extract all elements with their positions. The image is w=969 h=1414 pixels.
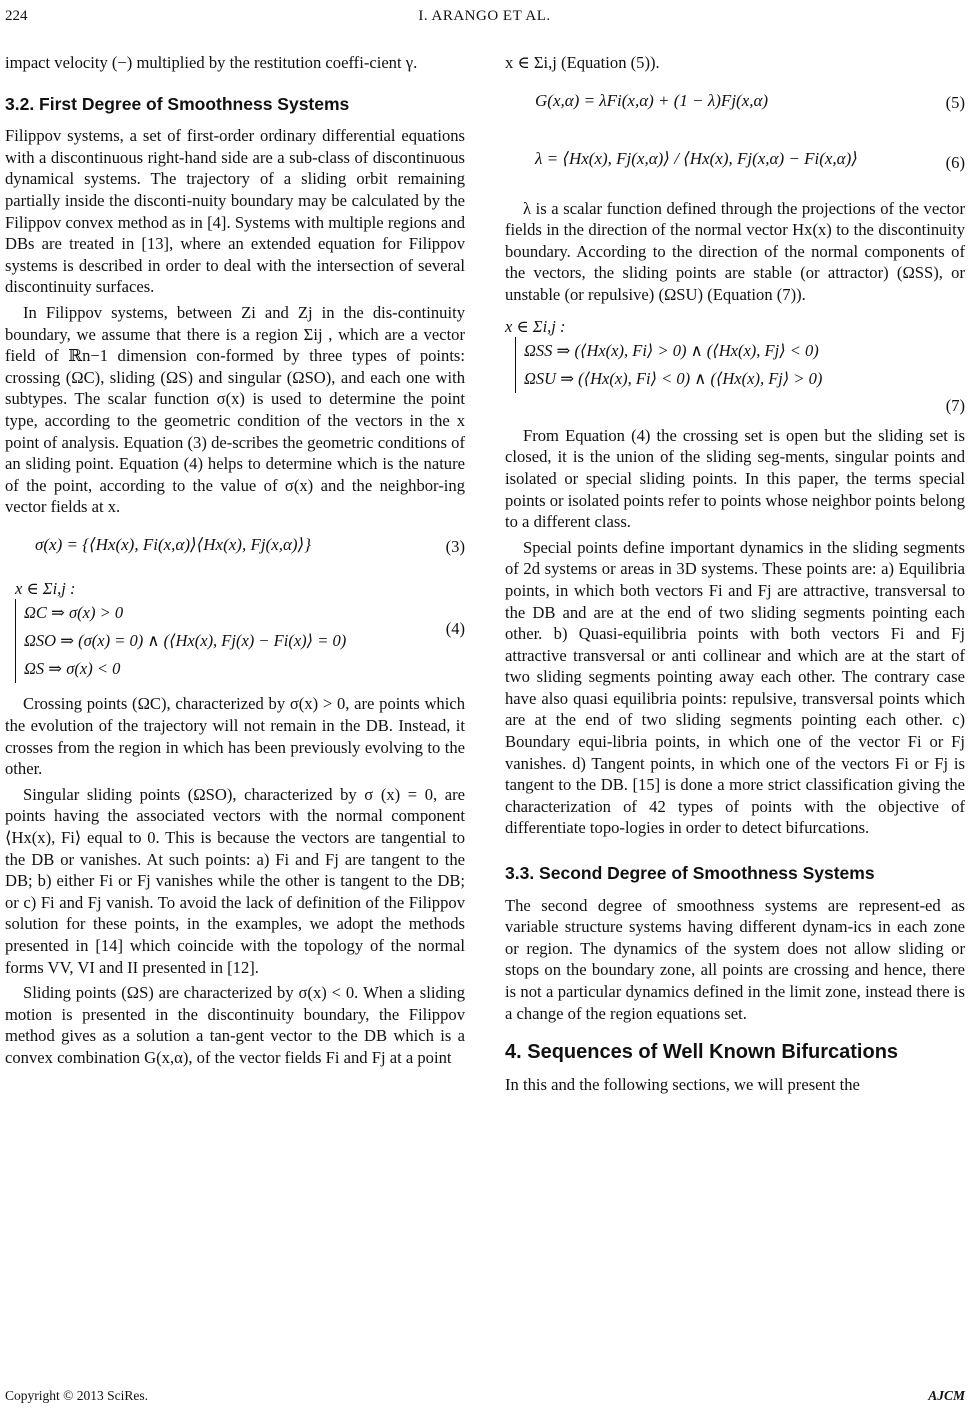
equation-6-body: λ = ⟨Hx(x), Fj(x,α)⟩ / ⟨Hx(x), Fj(x,α) − Fi(x,α)⟩ bbox=[535, 148, 858, 168]
paragraph-filippov-intro: Filippov systems, a set of first-order ordinary differential equations with a discontinuous right-hand side are a sub-class of discontinuous dynamical systems. The trajectory of a sliding orbit remaining partially inside the disconti-nuity boundary may be calculated by the Filippov convex method as in [4]. Systems with multiple regions and DBs are treated in [13], where an extended equation for Filippov systems is described in order to deal with the intersection of several discontinuity surfaces. bbox=[5, 126, 465, 297]
paragraph-special-points: Special points define important dynamics in the sliding segments of 2d systems or areas in 3D systems. These points are: a) Equilibria points, in which both vectors Fi and Fj are attractive, transversal to the DB and are at the end of two sliding segments pointing each other. b) Quasi-equilibria points with both vectors Fi and Fj attractive transversal or anti collinear and which are at the start of two sliding segments pointing away each other. The contrary case have also quasi equilibria points: repulsive, transversal points which are at the end of two sliding segments pointing each other. c) Boundary equi-libria points, in which one of the vector Fi or Fj vanishes. d) Tangent points, in which one of the vectors Fi or Fj is tangent to the DB. [15] is done a more strict classification giving the characterization of 42 types of points with the objective of differentiate topo-logies in order to detect bifurcations. bbox=[505, 537, 965, 838]
paragraph-crossing-points: Crossing points (ΩC), characterized by σ(x) > 0, are points which the evolution of the trajectory will not remain in the DB. Instead, it crosses from the region in which has been previously evolving to the other. bbox=[5, 694, 465, 779]
equation-7-number: (7) bbox=[945, 396, 965, 416]
paragraph-lambda: λ is a scalar function defined through the projections of the vector fields in the direction of the normal vector Hx(x) to the discontinuity boundary. According to the direction of the normal components of the vectors, the sliding points are stable (or attractor) (ΩSS), or unstable (or repulsive) (ΩSU) (Equation (7)). bbox=[505, 198, 965, 304]
equation-6-number: (6) bbox=[945, 152, 965, 172]
equation-5-number: (5) bbox=[945, 92, 965, 112]
section-heading-3-3: 3.3. Second Degree of Smoothness Systems bbox=[505, 863, 875, 884]
equation-4-case-crossing: ΩC ⇒ σ(x) > 0 bbox=[24, 603, 124, 623]
paragraph-equation-5-intro: x ∈ Σi,j (Equation (5)). bbox=[505, 53, 660, 72]
right-column bbox=[505, 52, 965, 1095]
paragraph-sliding-points: Sliding points (ΩS) are characterized by σ(x) < 0. When a sliding motion is presented in the discontinuity boundary, the Filippov method gives as a solution a tan-gent vector to the DB which is a convex combination G(x,α), of the vector fields Fi and Fj at a point bbox=[5, 983, 465, 1067]
equation-3-number: (3) bbox=[445, 536, 465, 556]
page-header bbox=[0, 6, 969, 32]
equation-7-case-stable: ΩSS ⇒ (⟨Hx(x), Fi⟩ > 0) ∧ (⟨Hx(x), Fj⟩ < 0) bbox=[524, 341, 819, 361]
equation-5-body: G(x,α) = λFi(x,α) + (1 − λ)Fj(x,α) bbox=[535, 90, 769, 110]
paragraph-second-degree: The second degree of smoothness systems are represent-ed as variable structure systems having different dynam-ics in each zone or region. The dynamics of the system does not allow sliding or stops on the boundary zone, all points are crossing and hence, there is not a particular dynamics defined in the limit zone, instead there is a change of the region equations set. bbox=[505, 895, 965, 1023]
left-column bbox=[5, 52, 465, 1069]
journal-abbreviation: AJCM bbox=[928, 1388, 965, 1403]
equation-5 bbox=[505, 82, 965, 126]
equation-7-head: x ∈ Σi,j : bbox=[505, 316, 566, 336]
paragraph-section-4-start: In this and the following sections, we will present the bbox=[505, 1074, 860, 1094]
paragraph-point-types: In Filippov systems, between Zi and Zj in the dis-continuity boundary, we assume that there is a region Σij , which are a vector field of ℝn−1 dimension con-formed by three types of points: crossing (ΩC), sliding (ΩS) and singular (ΩSO), and each one with subtypes. The scalar function σ(x) is used to determine the point type, according to the geometric condition of the vectors in the x point of analysis. Equation (3) de-scribes the geometric conditions of an sliding point. Equation (4) helps to determine which is the nature of the point, according to the value of σ(x) and the neighbor-ing vector fields at x. bbox=[5, 302, 465, 517]
equation-7 bbox=[505, 316, 965, 417]
section-heading-4: 4. Sequences of Well Known Bifurcations bbox=[505, 1041, 899, 1064]
running-title: I. ARANGO ET AL. bbox=[418, 8, 551, 24]
equation-7-cases bbox=[515, 337, 965, 393]
equation-6 bbox=[505, 134, 965, 190]
equation-4-head: x ∈ Σi,j : bbox=[15, 578, 76, 598]
paragraph-restitution: impact velocity (−) multiplied by the restitution coeffi-cient γ. bbox=[5, 53, 418, 72]
equation-4-number: (4) bbox=[445, 618, 465, 638]
section-heading-3-2: 3.2. First Degree of Smoothness Systems bbox=[5, 93, 350, 114]
copyright-notice: Copyright © 2013 SciRes. bbox=[5, 1388, 149, 1403]
equation-3 bbox=[5, 526, 465, 570]
paragraph-singular-points: Singular sliding points (ΩSO), characterized by σ (x) = 0, are points having the associated vectors with the normal component ⟨Hx(x), Fi⟩ equal to 0. This is because the vectors are tangential to the DB or vanishes. At such points: a) Fi and Fj are tangent to the DB; b) either Fi or Fj vanishes while the other is tangent to the DB; or c) Fi and Fj vanish. To avoid the lack of definition of the Filippov solution for these points, in the examples, we adopt the methods presented in [14] which coincide with the topology of the normal forms VV, VI and II presented in [12]. bbox=[5, 784, 465, 977]
equation-4-cases bbox=[15, 599, 465, 683]
page-number: 224 bbox=[5, 8, 28, 24]
equation-4-case-sliding: ΩS ⇒ σ(x) < 0 bbox=[24, 659, 121, 679]
equation-4 bbox=[5, 578, 465, 684]
paragraph-crossing-set: From Equation (4) the crossing set is open but the sliding set is closed, it is the union of the sliding seg-ments, singular points and isolated or special sliding points. In this paper, the terms special points or isolated points refer to points whose neighbor points belong to a different class. bbox=[505, 425, 965, 532]
equation-3-body: σ(x) = {⟨Hx(x), Fi(x,α)⟩⟨Hx(x), Fj(x,α)⟩} bbox=[35, 534, 312, 554]
equation-7-case-unstable: ΩSU ⇒ (⟨Hx(x), Fi⟩ < 0) ∧ (⟨Hx(x), Fj⟩ > 0) bbox=[524, 369, 823, 389]
equation-4-case-singular: ΩSO ⇒ (σ(x) = 0) ∧ (⟨Hx(x), Fj(x) − Fi(x)⟩ = 0) bbox=[24, 631, 347, 651]
